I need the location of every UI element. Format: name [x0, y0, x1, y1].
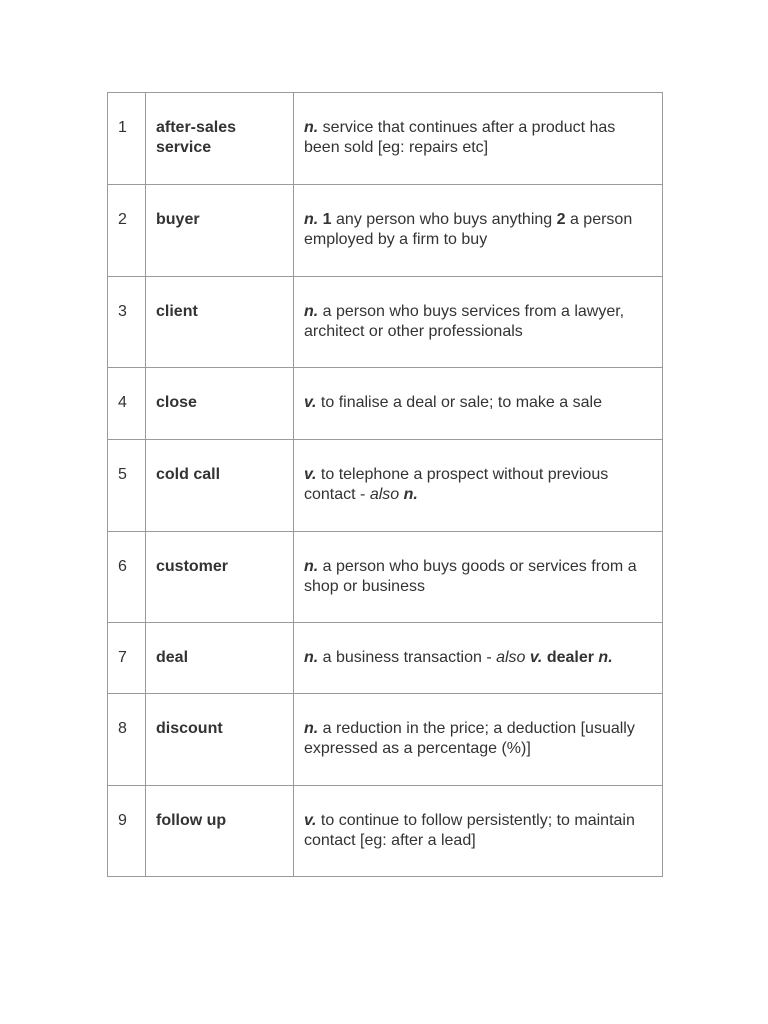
definition-segment: n.	[304, 649, 319, 666]
entry-number: 2	[108, 185, 146, 277]
entry-term: deal	[146, 623, 294, 694]
entry-term: follow up	[146, 786, 294, 877]
entry-definition	[294, 277, 663, 368]
entry-definition	[294, 623, 663, 694]
definition-segment: n.	[304, 211, 319, 228]
definition-segment: a person who buys goods or services from a shop or business	[304, 558, 637, 595]
entry-number: 4	[108, 368, 146, 440]
entry-definition	[294, 93, 663, 185]
entry-number: 1	[108, 93, 146, 185]
entry-term: cold call	[146, 440, 294, 532]
definition-segment: n.	[598, 649, 613, 666]
entry-number: 6	[108, 532, 146, 623]
definition-segment: a reduction in the price; a deduction [usually expressed as a percentage (%)]	[304, 720, 635, 757]
table-row	[108, 694, 663, 786]
glossary-table	[107, 92, 663, 877]
definition-segment: to continue to follow persistently; to maintain contact [eg: after a lead]	[304, 812, 635, 849]
definition-segment: n.	[304, 558, 319, 575]
definition-segment: n.	[403, 486, 418, 503]
definition-segment: v.	[304, 394, 317, 411]
definition-segment: n.	[304, 119, 319, 136]
definition-segment: to finalise a deal or sale; to make a sale	[316, 394, 602, 411]
entry-term: customer	[146, 532, 294, 623]
entry-number: 7	[108, 623, 146, 694]
definition-segment: v.	[529, 649, 543, 666]
definition-segment: any person who buys anything	[331, 211, 557, 228]
entry-term: after-sales service	[146, 93, 294, 185]
table-row	[108, 277, 663, 368]
definition-segment: a business transaction -	[318, 649, 497, 666]
entry-number: 5	[108, 440, 146, 532]
definition-segment: n.	[304, 720, 319, 737]
glossary-table-body	[108, 93, 663, 877]
table-row	[108, 368, 663, 440]
entry-definition	[294, 786, 663, 877]
entry-number: 8	[108, 694, 146, 786]
entry-term: client	[146, 277, 294, 368]
entry-number: 9	[108, 786, 146, 877]
table-row	[108, 185, 663, 277]
table-row	[108, 532, 663, 623]
definition-segment: n.	[304, 303, 319, 320]
definition-segment: also	[496, 649, 526, 666]
entry-definition	[294, 694, 663, 786]
table-row	[108, 623, 663, 694]
definition-segment: also	[369, 486, 400, 503]
definition-segment: a person who buys services from a lawyer, architect or other professionals	[304, 303, 625, 340]
table-row	[108, 786, 663, 877]
definition-segment: v.	[304, 812, 317, 829]
entry-term: close	[146, 368, 294, 440]
entry-term: buyer	[146, 185, 294, 277]
entry-definition	[294, 440, 663, 532]
definition-segment: v.	[304, 466, 317, 483]
entry-definition	[294, 185, 663, 277]
entry-term: discount	[146, 694, 294, 786]
definition-segment: service that continues after a product has been sold [eg: repairs etc]	[304, 119, 616, 156]
table-row	[108, 440, 663, 532]
definition-segment: a person employed by a firm to buy	[304, 211, 633, 248]
definition-segment: 1	[322, 211, 332, 228]
entry-definition	[294, 368, 663, 440]
definition-segment: 2	[556, 211, 566, 228]
table-row	[108, 93, 663, 185]
definition-segment: to telephone a prospect without previous contact -	[304, 466, 609, 503]
entry-definition	[294, 532, 663, 623]
entry-number: 3	[108, 277, 146, 368]
definition-segment: dealer	[546, 649, 594, 666]
